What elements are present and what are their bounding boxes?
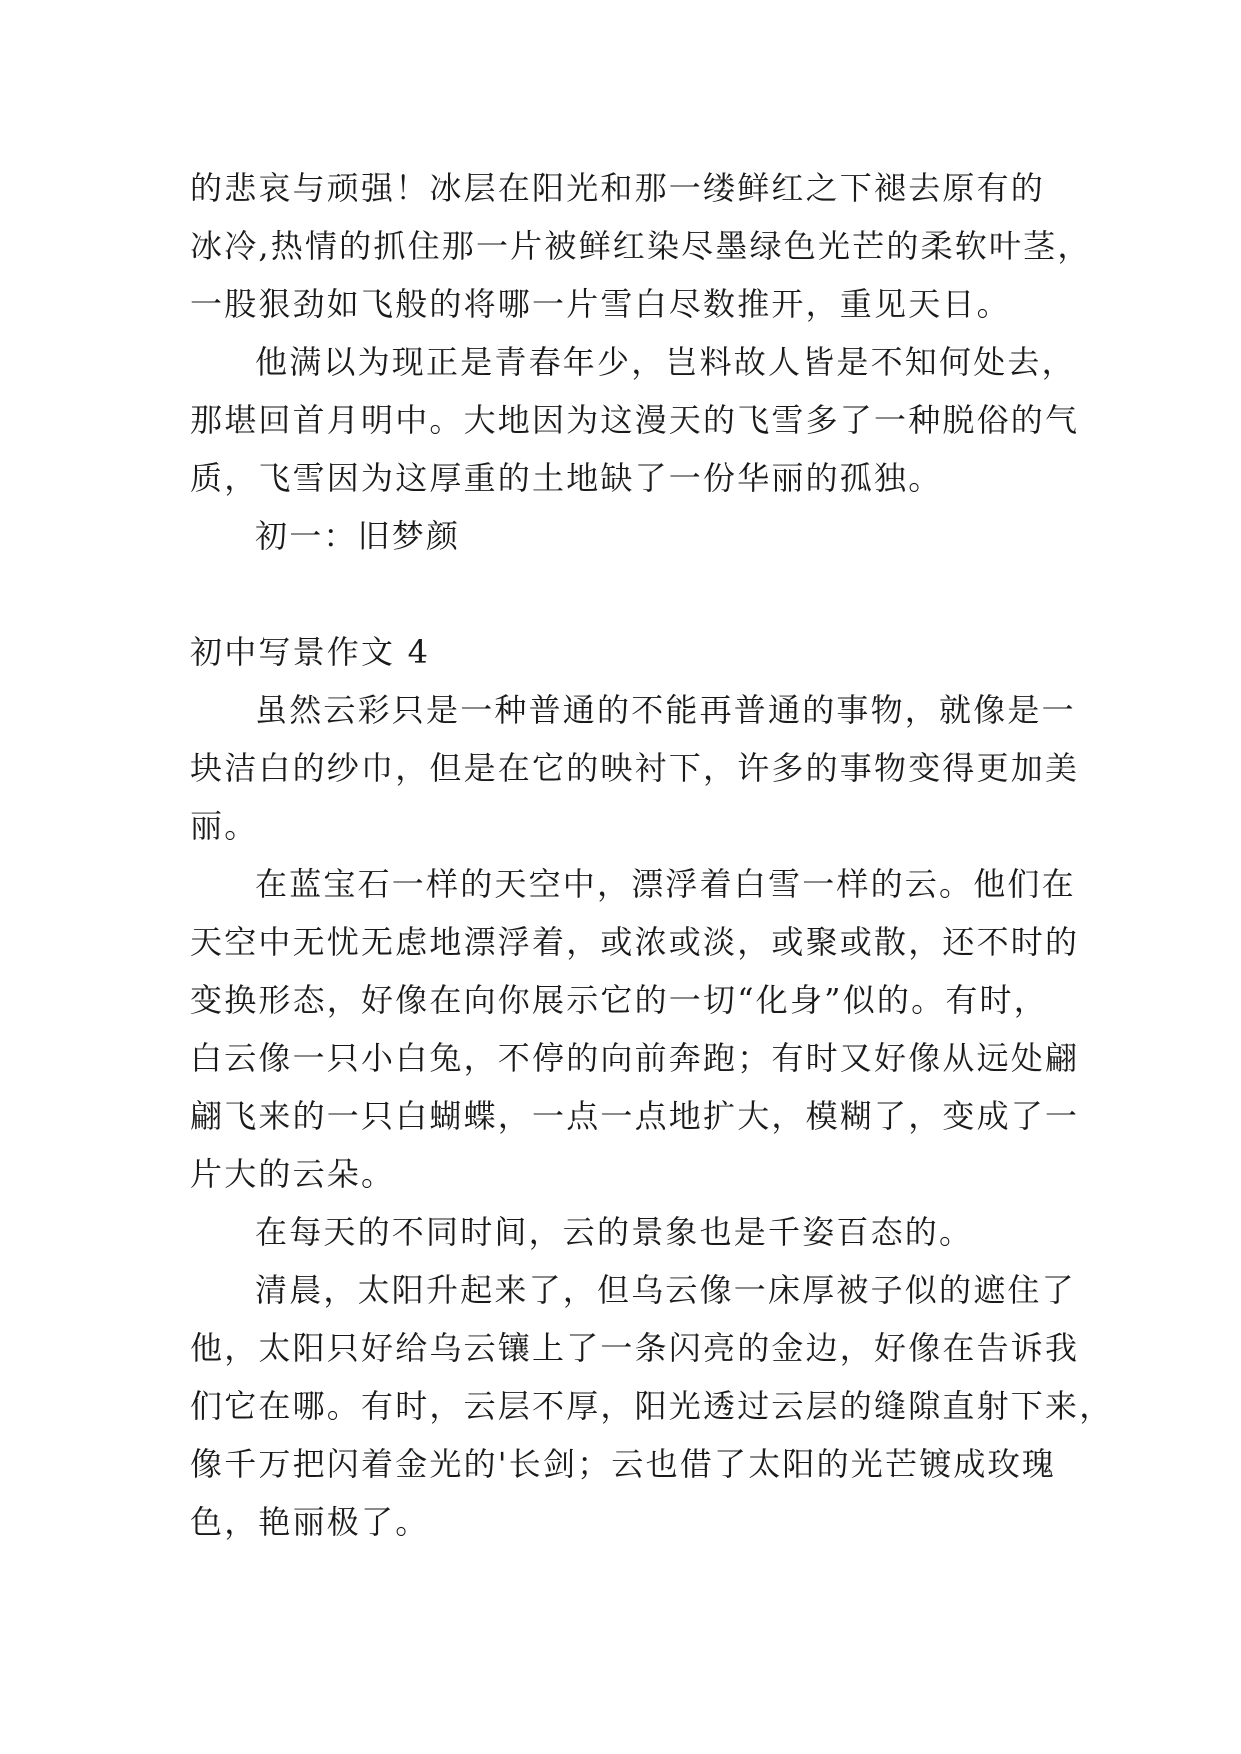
text-line: 天空中无忧无虑地漂浮着，或浓或淡，或聚或散，还不时的 <box>190 923 1080 961</box>
author-signature: 初一：旧梦颜 <box>255 517 461 555</box>
paragraph-first-line: 虽然云彩只是一种普通的不能再普通的事物，就像是一 <box>255 691 1076 729</box>
text-line: 色，艳丽极了。 <box>190 1503 430 1541</box>
text-line: 那堪回首月明中。大地因为这漫天的飞雪多了一种脱俗的气 <box>190 401 1080 439</box>
text-line: 的悲哀与顽强！冰层在阳光和那一缕鲜红之下褪去原有的 <box>190 169 1046 207</box>
text-line: 一股狠劲如飞般的将哪一片雪白尽数推开，重见天日。 <box>190 285 1011 323</box>
text-line: 他，太阳只好给乌云镶上了一条闪亮的金边，好像在告诉我 <box>190 1329 1080 1367</box>
text-line: 翩飞来的一只白蝴蝶，一点一点地扩大，模糊了，变成了一 <box>190 1097 1080 1135</box>
paragraph-first-line: 在每天的不同时间，云的景象也是千姿百态的。 <box>255 1213 974 1251</box>
text-line: 白云像一只小白兔，不停的向前奔跑；有时又好像从远处翩 <box>190 1039 1080 1077</box>
text-line: 像千万把闪着金光的'长剑；云也借了太阳的光芒镀成玫瑰 <box>190 1445 1056 1483</box>
text-line: 们它在哪。有时，云层不厚，阳光透过云层的缝隙直射下来， <box>190 1387 1114 1425</box>
text-line: 变换形态，好像在向你展示它的一切“化身”似的。有时， <box>190 981 1048 1019</box>
text-line: 块洁白的纱巾，但是在它的映衬下，许多的事物变得更加美 <box>190 749 1080 787</box>
paragraph-first-line: 清晨，太阳升起来了，但乌云像一床厚被子似的遮住了 <box>255 1271 1076 1309</box>
text-line: 质，飞雪因为这厚重的土地缺了一份华丽的孤独。 <box>190 459 943 497</box>
text-line: 丽。 <box>190 807 259 845</box>
essay-title: 初中写景作文 4 <box>190 633 431 671</box>
paragraph-first-line: 在蓝宝石一样的天空中，漂浮着白雪一样的云。他们在 <box>255 865 1076 903</box>
text-line: 冰冷,热情的抓住那一片被鲜红染尽墨绿色光芒的柔软叶茎， <box>190 227 1092 265</box>
paragraph-first-line: 他满以为现正是青春年少，岂料故人皆是不知何处去， <box>255 343 1076 381</box>
text-line: 片大的云朵。 <box>190 1155 396 1193</box>
